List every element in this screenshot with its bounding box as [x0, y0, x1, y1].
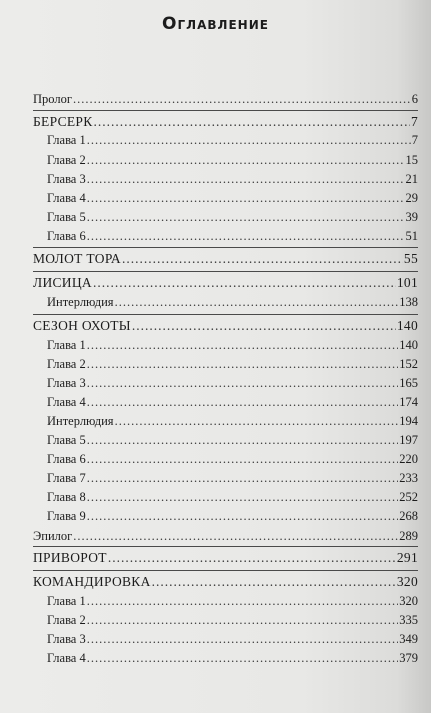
dot-leader — [87, 631, 399, 647]
toc-entry-label: ЛИСИЦА — [33, 275, 92, 290]
page-title: Оглавление — [162, 14, 269, 34]
toc-section-entry — [33, 550, 418, 566]
toc-entry — [47, 470, 418, 486]
dot-leader — [87, 132, 411, 148]
dot-leader — [87, 489, 399, 505]
toc-entry — [47, 209, 418, 225]
toc-entry-label: Глава 5 — [47, 433, 86, 447]
dot-leader — [87, 356, 399, 372]
toc-entry-label: Глава 4 — [47, 191, 86, 205]
toc-entry-label: ПРИВОРОТ — [33, 550, 107, 565]
toc-page-number: 233 — [399, 471, 418, 485]
toc-entry — [47, 356, 418, 372]
toc-page-number: 220 — [399, 452, 418, 466]
toc-entry — [47, 190, 418, 206]
section-divider — [33, 271, 418, 272]
dot-leader — [122, 251, 403, 267]
toc-entry — [47, 294, 418, 310]
toc-entry-label: Глава 2 — [47, 153, 86, 167]
toc-page-number: 6 — [411, 92, 418, 106]
toc-entry-label: Эпилог — [33, 529, 73, 543]
toc-entry-label: Глава 9 — [47, 509, 86, 523]
toc-page-number: 165 — [399, 376, 418, 390]
dot-leader — [115, 294, 399, 310]
section-divider — [33, 110, 418, 111]
toc-page-number: 51 — [405, 229, 418, 243]
dot-leader — [87, 209, 405, 225]
dot-leader — [87, 451, 399, 467]
toc-entry-label: КОМАНДИРОВКА — [33, 574, 151, 589]
section-divider — [33, 314, 418, 315]
toc-page-number: 291 — [396, 550, 418, 565]
toc-entry — [47, 132, 418, 148]
toc-page-number: 29 — [405, 191, 418, 205]
toc-entry-label: Глава 3 — [47, 376, 86, 390]
toc-entry-label: Глава 1 — [47, 133, 86, 147]
toc-entry-label: Глава 1 — [47, 594, 86, 608]
toc-entry-label: Глава 2 — [47, 357, 86, 371]
toc-page-number: 140 — [396, 318, 418, 333]
dot-leader — [87, 152, 405, 168]
toc-entry — [47, 152, 418, 168]
dot-leader — [87, 612, 399, 628]
toc-entry — [47, 337, 418, 353]
toc-page-number: 197 — [399, 433, 418, 447]
toc-page-number: 379 — [399, 651, 418, 665]
toc-entry-label: Интерлюдия — [47, 295, 114, 309]
toc-entry — [47, 394, 418, 410]
toc-page-number: 101 — [396, 275, 418, 290]
toc-page-number: 289 — [399, 529, 418, 543]
toc-entry-label: Глава 4 — [47, 651, 86, 665]
toc-entry — [47, 631, 418, 647]
toc-entry-label: Глава 6 — [47, 229, 86, 243]
dot-leader — [93, 275, 396, 291]
section-divider — [33, 247, 418, 248]
toc-entry — [47, 171, 418, 187]
dot-leader — [115, 413, 399, 429]
toc-page-number: 55 — [403, 251, 418, 266]
toc-entry-label: СЕЗОН ОХОТЫ — [33, 318, 131, 333]
dot-leader — [87, 337, 399, 353]
toc-entry-label: Пролог — [33, 92, 72, 106]
toc-page-number: 268 — [399, 509, 418, 523]
section-divider — [33, 546, 418, 547]
dot-leader — [152, 574, 396, 590]
dot-leader — [87, 375, 399, 391]
toc-entry — [47, 228, 418, 244]
toc-page-number: 138 — [399, 295, 418, 309]
toc-entry — [47, 612, 418, 628]
toc-entry-label: Глава 1 — [47, 338, 86, 352]
toc-section-entry — [33, 275, 418, 291]
toc-section-entry — [33, 251, 418, 267]
toc-entry-label: Глава 4 — [47, 395, 86, 409]
toc-entry-label: Глава 2 — [47, 613, 86, 627]
toc-section-entry — [33, 114, 418, 130]
dot-leader — [87, 650, 399, 666]
dot-leader — [73, 91, 411, 107]
dot-leader — [87, 394, 399, 410]
toc-section-entry — [33, 318, 418, 334]
toc-entry-label: Глава 3 — [47, 632, 86, 646]
toc-page-number: 7 — [411, 133, 418, 147]
toc-page-number: 21 — [405, 172, 418, 186]
dot-leader — [87, 228, 405, 244]
dot-leader — [73, 528, 398, 544]
dot-leader — [87, 432, 399, 448]
toc-entry — [47, 413, 418, 429]
toc-page-number: 320 — [399, 594, 418, 608]
toc-entry-label: Глава 3 — [47, 172, 86, 186]
toc-entry — [47, 432, 418, 448]
toc-entry — [47, 451, 418, 467]
toc-page-number: 194 — [399, 414, 418, 428]
toc-entry-label: Глава 5 — [47, 210, 86, 224]
toc-entry — [47, 650, 418, 666]
dot-leader — [87, 171, 405, 187]
toc-entry-label: Интерлюдия — [47, 414, 114, 428]
toc-entry-label: Глава 6 — [47, 452, 86, 466]
dot-leader — [108, 550, 396, 566]
toc-page-number: 320 — [396, 574, 418, 589]
toc-entry-label: Глава 7 — [47, 471, 86, 485]
toc-entry — [47, 593, 418, 609]
dot-leader — [132, 318, 396, 334]
toc-page-number: 152 — [399, 357, 418, 371]
toc-entry — [33, 91, 418, 107]
toc-page-number: 7 — [410, 114, 418, 129]
toc-page-number: 15 — [405, 153, 418, 167]
toc-page-number: 140 — [399, 338, 418, 352]
section-divider — [33, 570, 418, 571]
toc-entry — [47, 508, 418, 524]
dot-leader — [87, 470, 399, 486]
dot-leader — [87, 593, 399, 609]
dot-leader — [87, 508, 399, 524]
toc-entry — [47, 489, 418, 505]
toc-entry-label: Глава 8 — [47, 490, 86, 504]
dot-leader — [94, 114, 410, 130]
toc-section-entry — [33, 574, 418, 590]
toc-page-number: 39 — [405, 210, 418, 224]
toc-page-number: 174 — [399, 395, 418, 409]
toc-entry — [33, 528, 418, 544]
dot-leader — [87, 190, 405, 206]
toc-entry — [47, 375, 418, 391]
toc-page-number: 252 — [399, 490, 418, 504]
toc-entry-label: МОЛОТ ТОРА — [33, 251, 121, 266]
toc-page-number: 335 — [399, 613, 418, 627]
toc-page-number: 349 — [399, 632, 418, 646]
toc-entry-label: БЕРСЕРК — [33, 114, 93, 129]
